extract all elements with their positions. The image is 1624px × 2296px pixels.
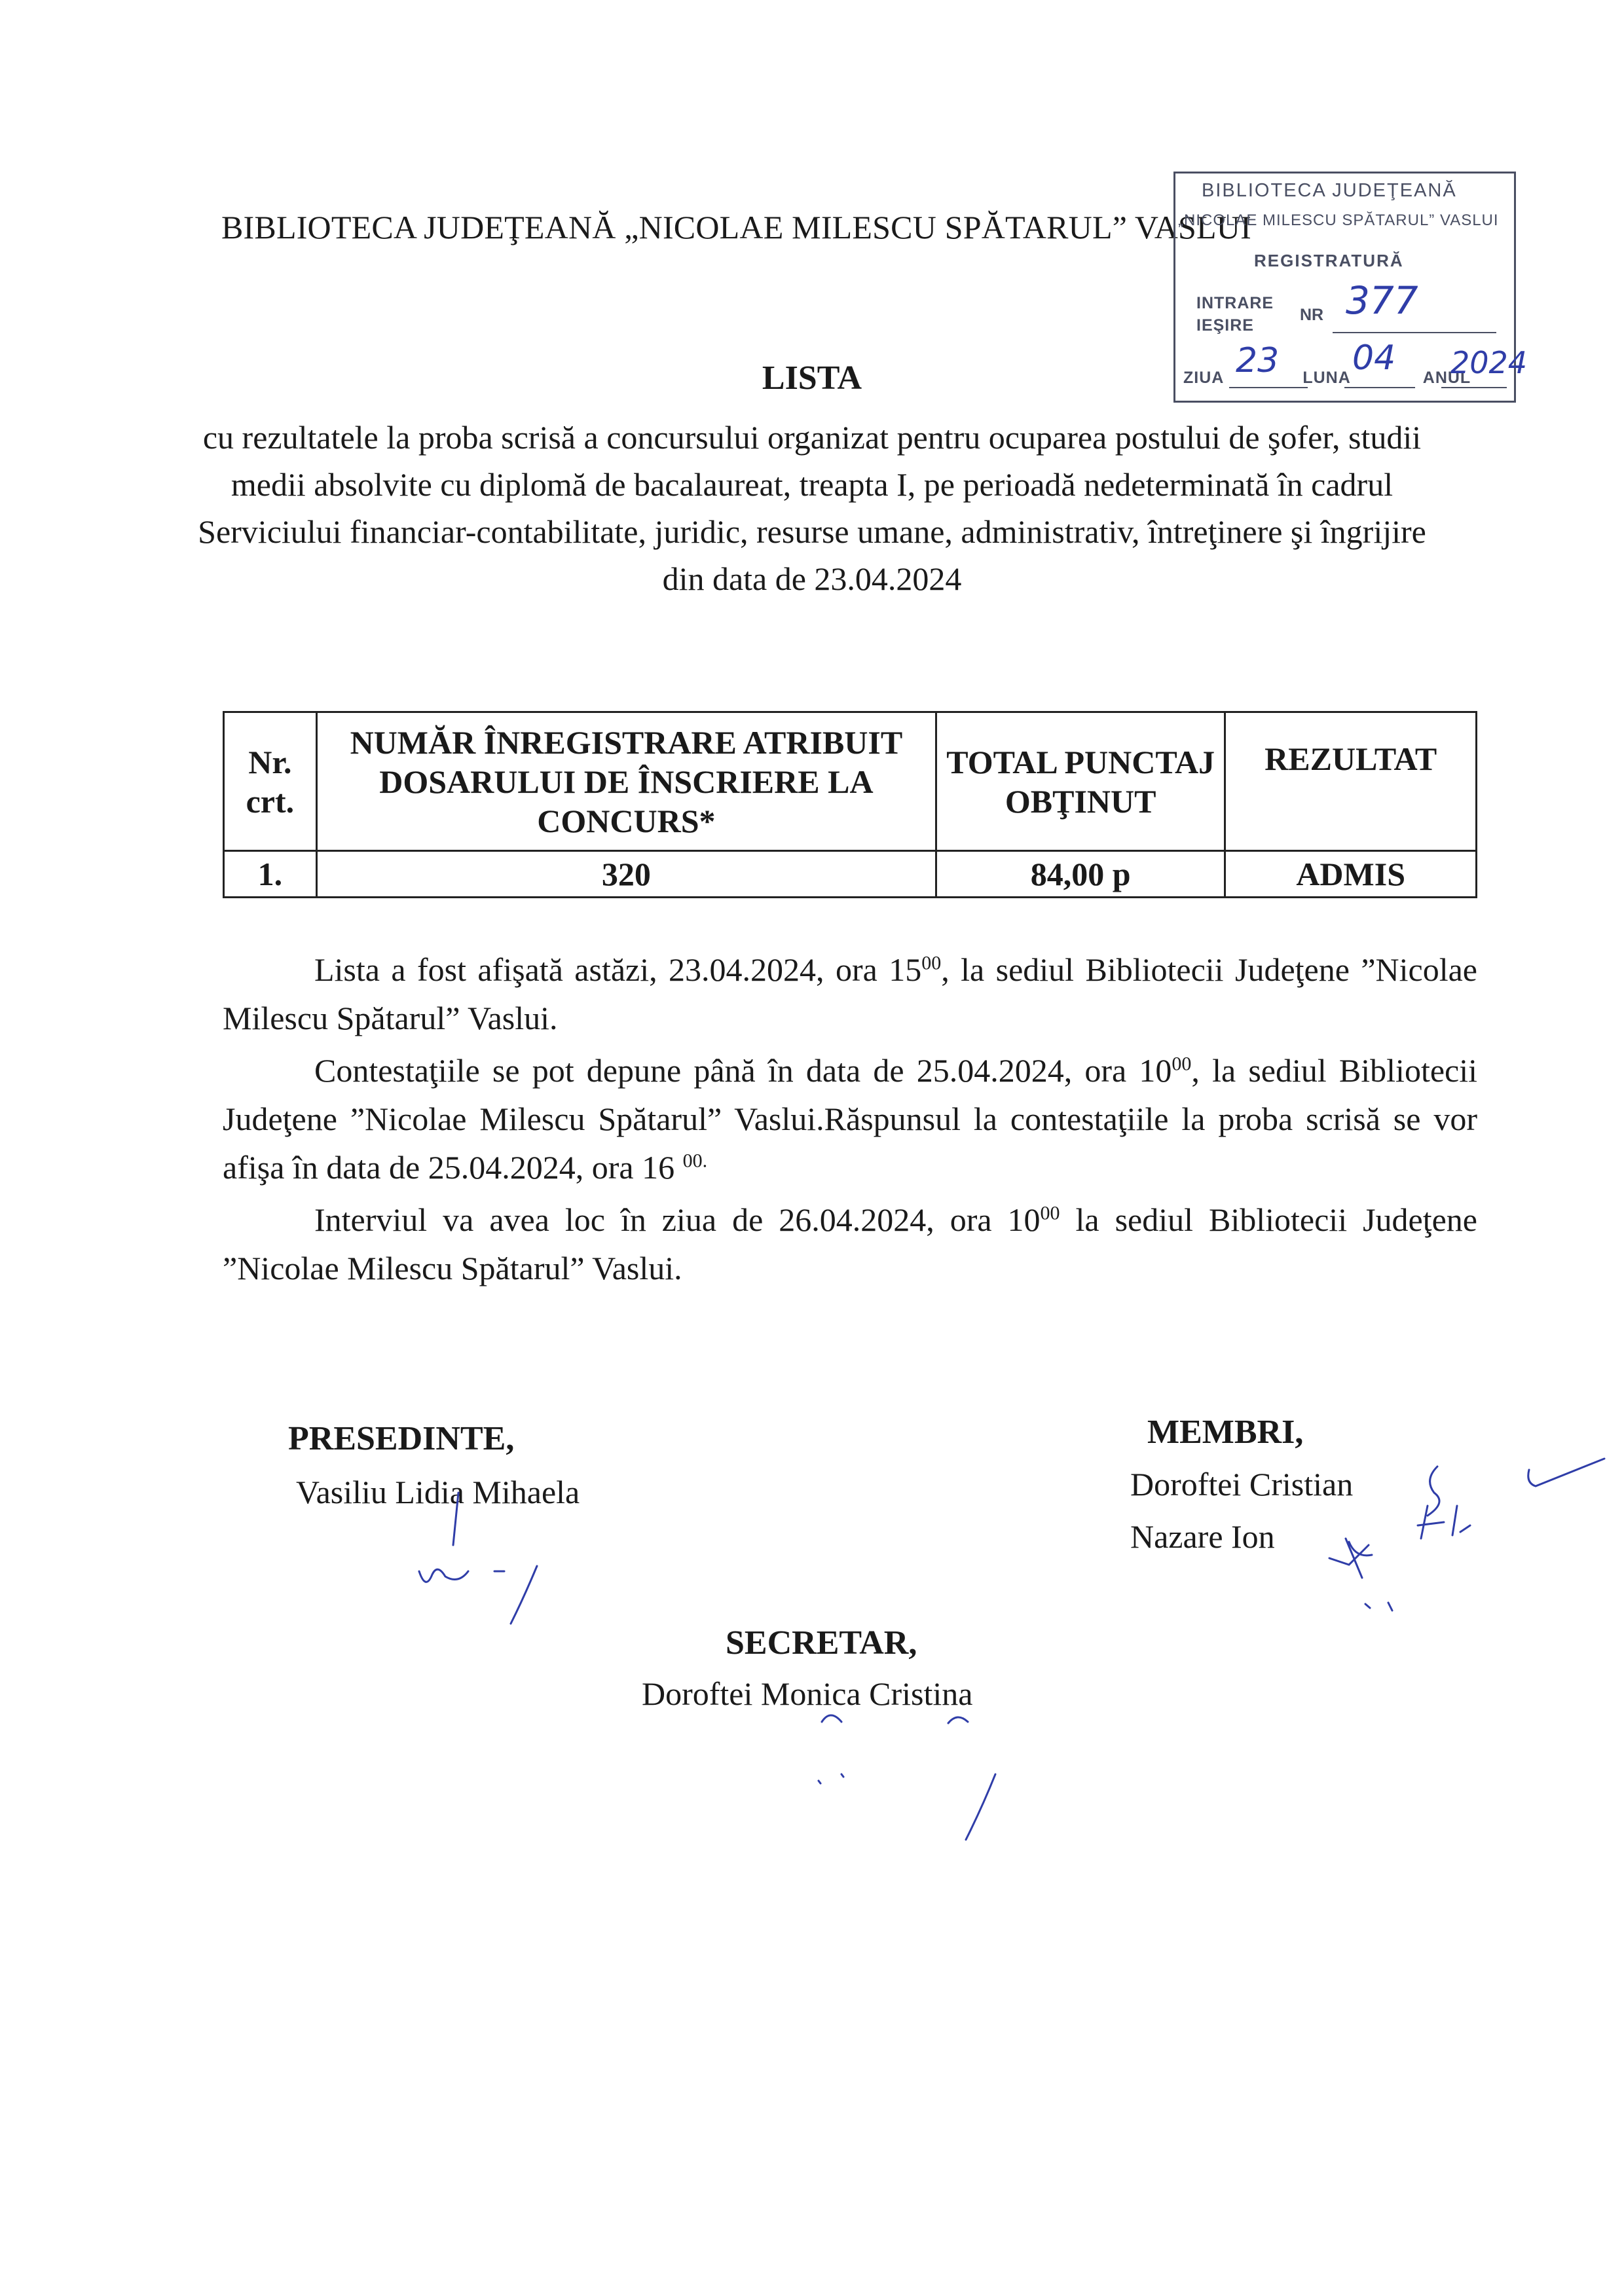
institution-header: BIBLIOTECA JUDEŢEANĂ „NICOLAE MILESCU SPĂTARUL” VASLUI	[221, 209, 1251, 246]
p1-text-a: Lista a fost afişată astăzi, 23.04.2024, ora 15	[314, 951, 922, 988]
cell-score: 84,00 p	[936, 851, 1225, 898]
stamp-day: 23	[1236, 341, 1280, 380]
header-nr-crt: Nr. crt.	[224, 712, 317, 851]
president-label: PRESEDINTE,	[288, 1420, 515, 1457]
stamp-year: 2024	[1450, 345, 1528, 380]
secretary-name: Doroftei Monica Cristina	[642, 1675, 973, 1712]
stamp-number: 377	[1346, 278, 1418, 323]
stamp-exit-label: IEŞIRE	[1196, 316, 1254, 335]
paragraph-posting	[223, 945, 1477, 1042]
p3-sup: 00	[1040, 1202, 1060, 1224]
paragraph-appeals	[223, 1046, 1477, 1192]
p2-text-b: , la sediul Bibliotecii Judeţene ”Nicolae Milescu Spătarul” Vaslui.Răspunsul la contestaţiile la proba scrisă se vor afişa în data de 25.04.2024, ora 16	[223, 1052, 1478, 1186]
stamp-number-line	[1333, 332, 1496, 333]
results-table	[223, 711, 1477, 898]
stamp-entry-label: INTRARE	[1196, 294, 1274, 312]
p3-text-b: la sediul Bibliotecii Judeţene ”Nicolae Milescu Spătarul” Vaslui.	[223, 1201, 1477, 1286]
stamp-institution: BIBLIOTECA JUDEŢEANĂ	[1202, 180, 1457, 201]
document-title: LISTA	[762, 359, 862, 397]
p3-text-a: Interviul va avea loc în ziua de 26.04.2024, ora 10	[314, 1201, 1041, 1238]
member-name: Doroftei Cristian	[1130, 1466, 1354, 1503]
p1-sup: 00	[921, 952, 942, 974]
stamp-year-label: ANUL	[1422, 369, 1471, 387]
p2-sup-b: 00.	[682, 1150, 708, 1172]
cell-registration: 320	[316, 851, 936, 898]
member-1-signature	[1418, 1459, 1604, 1539]
stamp-name: „NICOLAE MILESCU SPĂTARUL” VASLUI	[1178, 211, 1499, 229]
paragraph-interview	[223, 1195, 1477, 1292]
stamp-month: 04	[1352, 338, 1396, 378]
p2-sup-a: 00	[1172, 1053, 1192, 1075]
stamp-registry: REGISTRATURĂ	[1254, 251, 1404, 270]
cell-nr: 1.	[224, 851, 317, 898]
header-registration-number: NUMĂR ÎNREGISTRARE ATRIBUIT DOSARULUI DE ÎNSCRIERE LA CONCURS*	[316, 712, 936, 851]
stamp-number-label: NR	[1300, 306, 1324, 324]
president-name: Vasiliu Lidia Mihaela	[296, 1474, 580, 1510]
secretary-label: SECRETAR,	[726, 1624, 917, 1662]
p2-text-a: Contestaţiile se pot depune până în data de 25.04.2024, ora 10	[314, 1052, 1172, 1089]
members-label: MEMBRI,	[1147, 1413, 1304, 1451]
president-signature	[419, 1493, 537, 1624]
header-result: REZULTAT	[1225, 712, 1477, 851]
secretary-signature	[819, 1715, 995, 1840]
stamp-month-label: LUNA	[1302, 369, 1351, 387]
stamp-day-label: ZIUA	[1183, 369, 1225, 387]
cell-result: ADMIS	[1225, 851, 1477, 898]
header-total-score: TOTAL PUNCTAJ OBŢINUT	[936, 712, 1225, 851]
member-name: Nazare Ion	[1130, 1518, 1275, 1555]
table-row	[224, 851, 1477, 898]
document-subtitle: cu rezultatele la proba scrisă a concursului organizat pentru ocuparea postului de şofer, studii medii absolvite cu diplomă de bacalaureat, treapta I, pe perioadă nedeterminată în cadrul Serviciului financiar-contabilitate, juridic, resurse umane, administrativ, întreţinere şi îngrijire din data de 23.04.2024	[198, 419, 1426, 597]
p1-text-b: , la sediul Bibliotecii Judeţene ”Nicolae Milescu Spătarul” Vaslui.	[223, 951, 1477, 1036]
member-2-signature	[1329, 1539, 1392, 1611]
